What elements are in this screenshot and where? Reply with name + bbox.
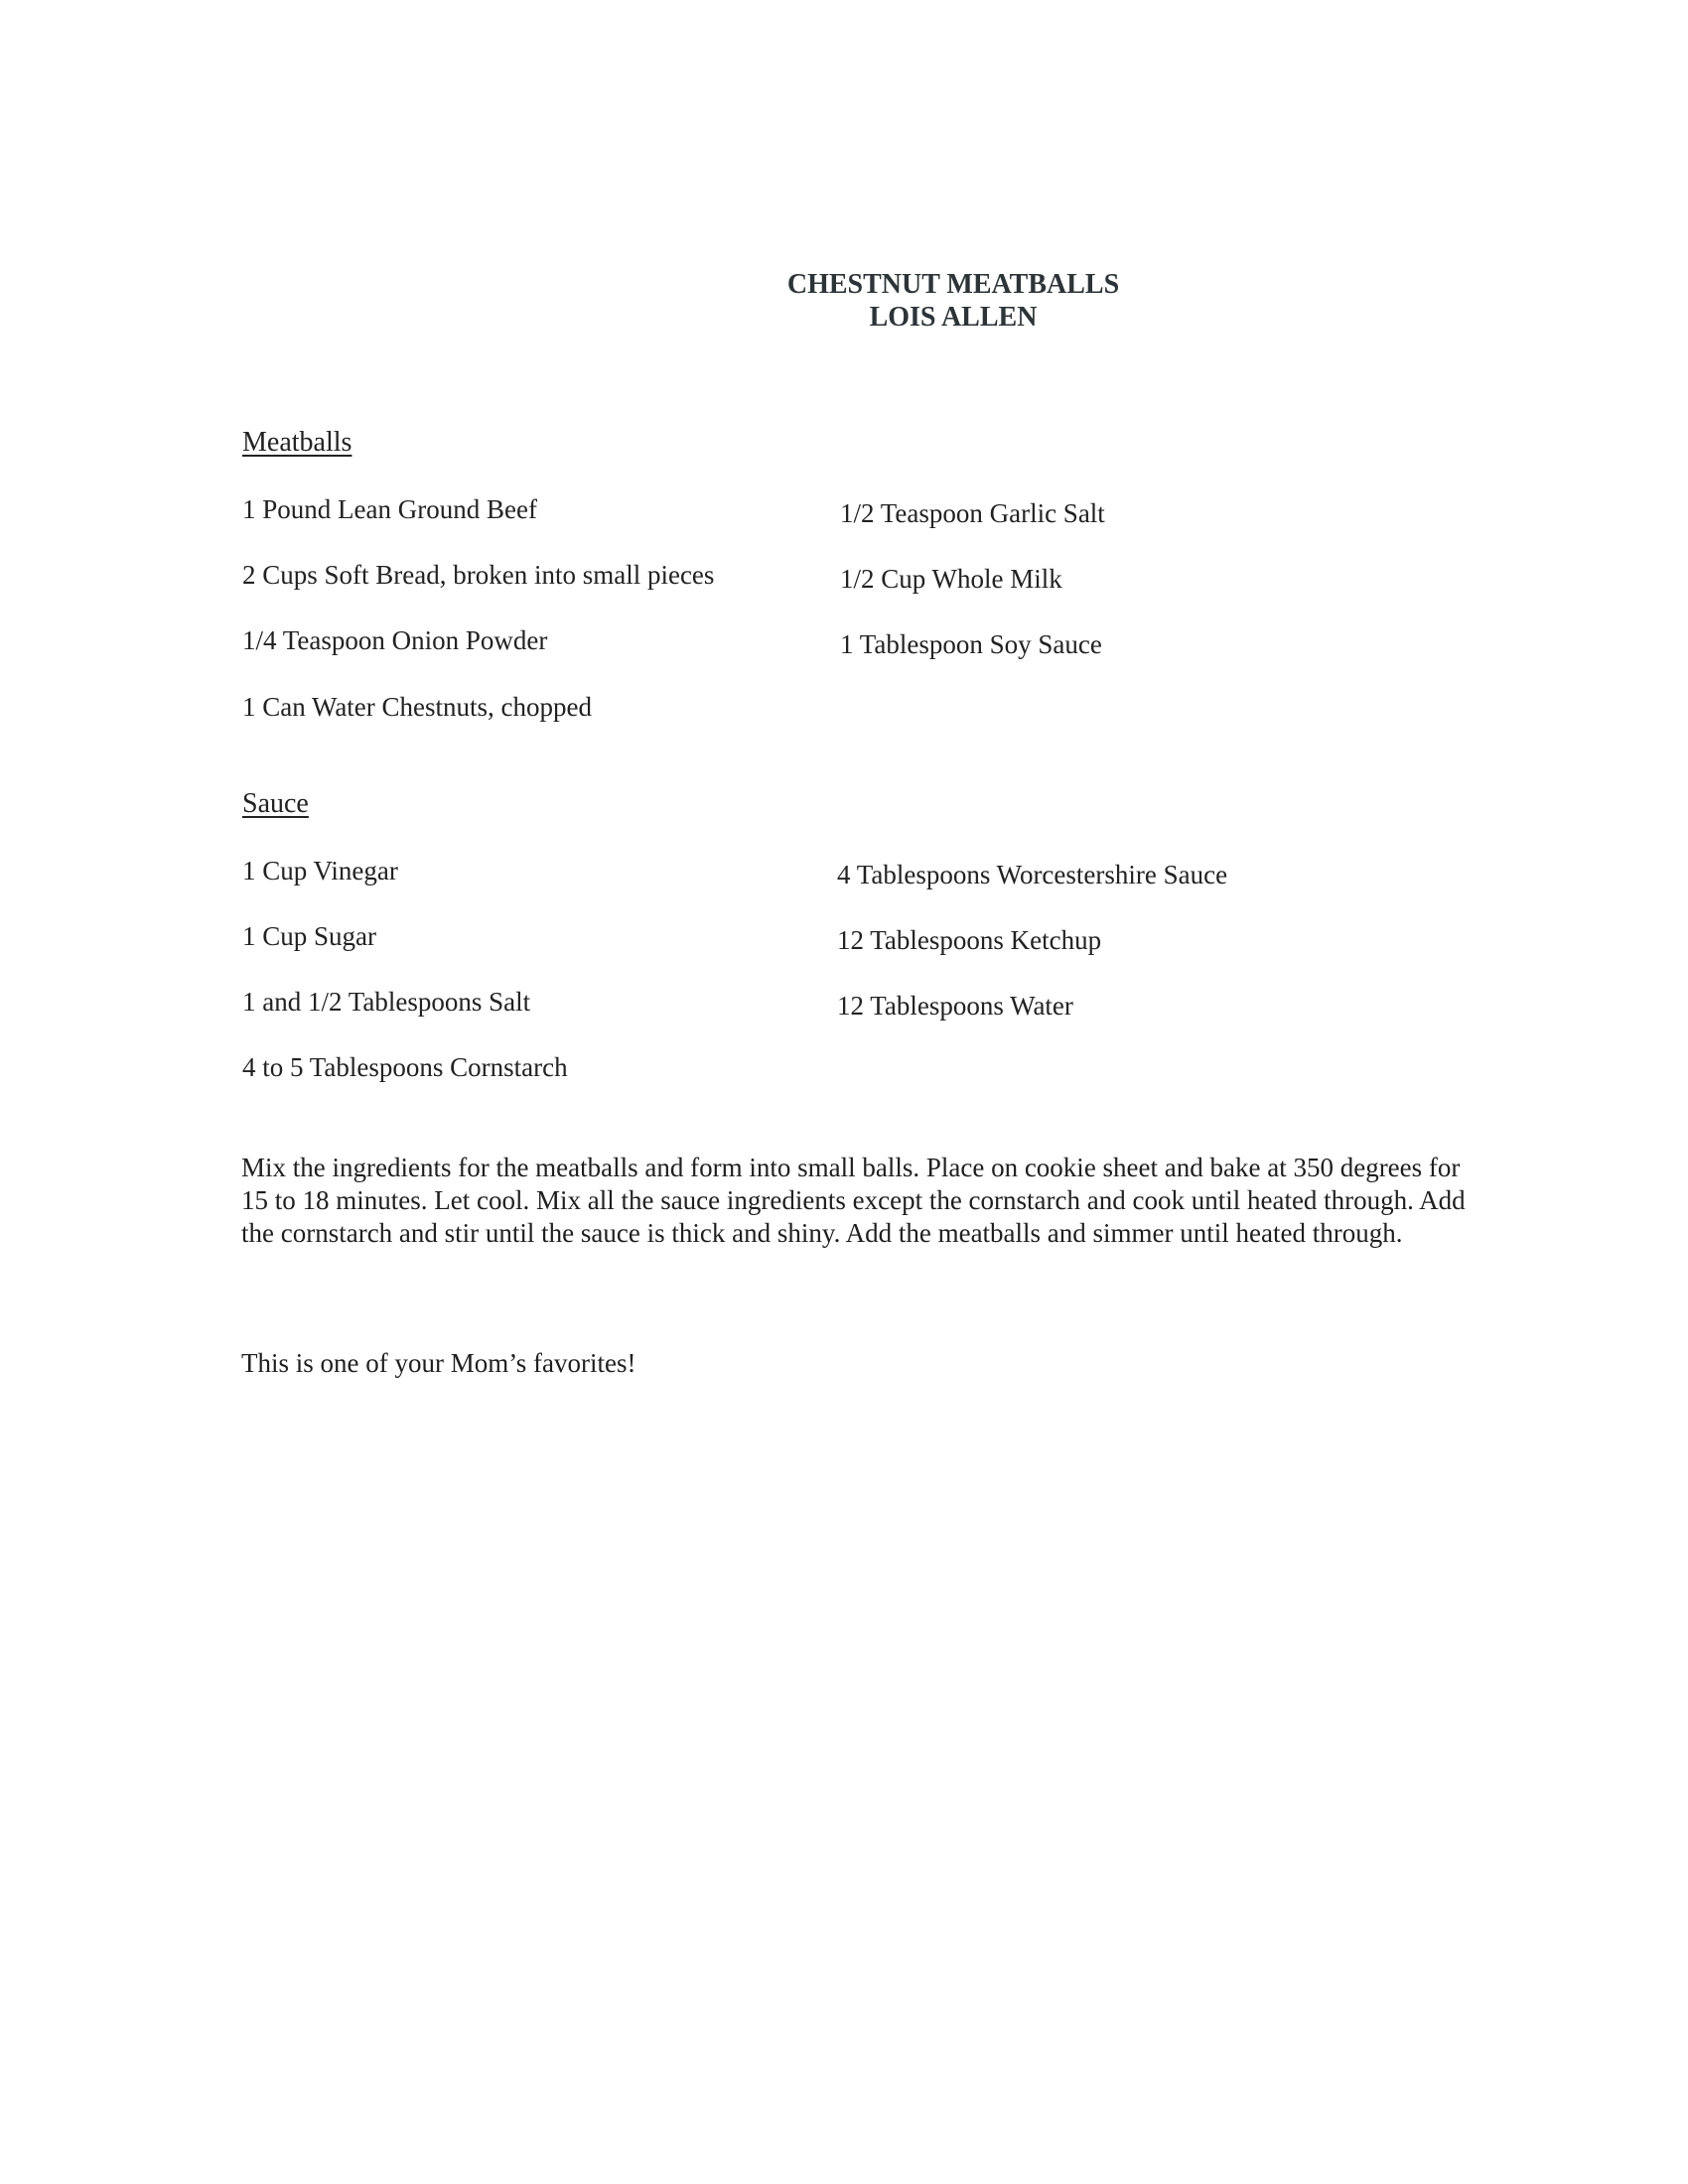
meatball-ingredient: 2 Cups Soft Bread, broken into small pieces	[242, 560, 715, 590]
sauce-ingredient: 1 Cup Sugar	[242, 921, 376, 951]
meatball-ingredient: 1/2 Teaspoon Garlic Salt	[840, 498, 1105, 528]
meatball-ingredient: 1 Can Water Chestnuts, chopped	[242, 692, 593, 722]
meatball-ingredient: 1/2 Cup Whole Milk	[840, 564, 1062, 594]
sauce-ingredient: 4 Tablespoons Worcestershire Sauce	[837, 860, 1228, 889]
sauce-heading: Sauce	[242, 788, 309, 819]
sauce-ingredient: 12 Tablespoons Water	[837, 991, 1073, 1021]
recipe-directions: Mix the ingredients for the meatballs and form into small balls. Place on cookie sheet and bake at 350 degrees for 15 to 18 minutes. Let cool. Mix all the sauce ingredients except the cornstarch and cook until heated through. Add the cornstarch and stir until the sauce is thick and shiny. Add the meatballs and simmer until heated through.	[241, 1153, 1466, 1248]
sauce-ingredient: 4 to 5 Tablespoons Cornstarch	[242, 1052, 568, 1082]
sauce-ingredient: 12 Tablespoons Ketchup	[837, 925, 1102, 955]
meatballs-heading: Meatballs	[242, 427, 352, 458]
meatball-ingredient: 1 Pound Lean Ground Beef	[242, 494, 537, 524]
recipe-title-block	[0, 268, 1688, 334]
sauce-ingredient: 1 and 1/2 Tablespoons Salt	[242, 987, 531, 1017]
recipe-author: LOIS ALLEN	[869, 302, 1038, 333]
meatball-ingredient: 1 Tablespoon Soy Sauce	[840, 629, 1102, 659]
closing-note: This is one of your Mom’s favorites!	[241, 1348, 636, 1378]
meatball-ingredient: 1/4 Teaspoon Onion Powder	[242, 625, 548, 655]
sauce-ingredient: 1 Cup Vinegar	[242, 856, 398, 886]
recipe-title: CHESTNUT MEATBALLS	[786, 269, 1120, 300]
